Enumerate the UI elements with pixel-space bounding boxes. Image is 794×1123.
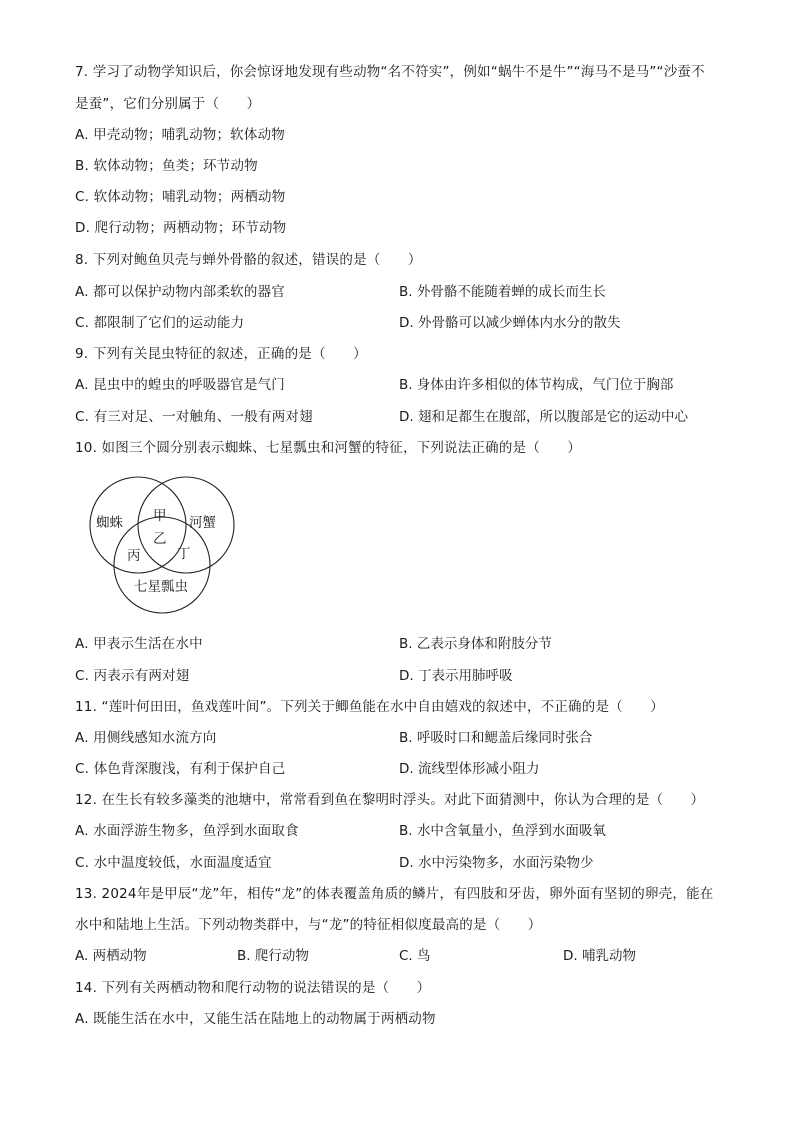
q13-option-d: D. 哺乳动物 [563, 948, 636, 964]
q14-stem: 14. 下列有关两栖动物和爬行动物的说法错误的是（ ） [75, 980, 431, 996]
q10-option-b: B. 乙表示身体和附肢分节 [399, 636, 552, 652]
q7-option-b: B. 软体动物；鱼类；环节动物 [75, 158, 258, 174]
q12-option-b: B. 水中含氧量小，鱼浮到水面吸氧 [399, 823, 606, 839]
q11-option-b: B. 呼吸时口和鳃盖后缘同时张合 [399, 730, 593, 746]
q14-option-a: A. 既能生活在水中，又能生活在陆地上的动物属于两栖动物 [75, 1011, 436, 1027]
venn-region-ding: 丁 [177, 546, 191, 562]
q13-stem-line1: 13. 2024年是甲辰“龙”年，相传“龙”的体表覆盖角质的鳞片，有四肢和牙齿，卵外面有坚韧的卵壳，能在 [75, 886, 714, 902]
q13-option-a: A. 两栖动物 [75, 948, 147, 964]
q8-option-c: C. 都限制了它们的运动能力 [75, 315, 245, 331]
q8-option-b: B. 外骨骼不能随着蝉的成长而生长 [399, 284, 606, 300]
q11-option-a: A. 用侧线感知水流方向 [75, 730, 217, 746]
q10-stem: 10. 如图三个圆分别表示蜘蛛、七星瓢虫和河蟹的特征，下列说法正确的是（ ） [75, 440, 582, 456]
q7-stem-line1: 7. 学习了动物学知识后，你会惊讶地发现有些动物“名不符实”，例如“蜗牛不是牛”“海马不是马”“沙蚕不 [75, 64, 705, 80]
venn-label-spider: 蜘蛛 [96, 515, 123, 531]
q9-option-c: C. 有三对足、一对触角、一般有两对翅 [75, 409, 313, 425]
q9-option-d: D. 翅和足都生在腹部，所以腹部是它的运动中心 [399, 409, 688, 425]
venn-label-crab: 河蟹 [189, 515, 216, 531]
q7-option-c: C. 软体动物；哺乳动物；两栖动物 [75, 189, 286, 205]
q9-stem: 9. 下列有关昆虫特征的叙述，正确的是（ ） [75, 346, 367, 362]
q7-stem-line2: 是蚕”，它们分别属于（ ） [75, 96, 261, 112]
q8-stem: 8. 下列对鲍鱼贝壳与蝉外骨骼的叙述，错误的是（ ） [75, 252, 422, 268]
venn-region-jia: 甲 [153, 508, 167, 524]
q7-option-a: A. 甲壳动物；哺乳动物；软体动物 [75, 127, 285, 143]
q11-option-d: D. 流线型体形减小阻力 [399, 761, 540, 777]
venn-region-yi: 乙 [153, 531, 167, 547]
q10-option-d: D. 丁表示用肺呼吸 [399, 668, 513, 684]
q12-option-c: C. 水中温度较低，水面温度适宜 [75, 855, 272, 871]
q7-option-d: D. 爬行动物；两栖动物；环节动物 [75, 220, 287, 236]
q12-stem: 12. 在生长有较多藻类的池塘中，常常看到鱼在黎明时浮头。对此下面猜测中，你认为合理的是（ ） [75, 792, 705, 808]
q11-stem: 11. “莲叶何田田，鱼戏莲叶间”。下列关于鲫鱼能在水中自由嬉戏的叙述中，不正确的是（ ） [75, 699, 664, 715]
q10-option-a: A. 甲表示生活在水中 [75, 636, 203, 652]
q9-option-a: A. 昆虫中的蝗虫的呼吸器官是气门 [75, 377, 285, 393]
q13-option-b: B. 爬行动物 [237, 948, 309, 964]
venn-diagram [78, 476, 248, 621]
q10-option-c: C. 丙表示有两对翅 [75, 668, 190, 684]
q9-option-b: B. 身体由许多相似的体节构成，气门位于胸部 [399, 377, 674, 393]
q12-option-a: A. 水面浮游生物多，鱼浮到水面取食 [75, 823, 299, 839]
venn-region-bing: 丙 [127, 548, 141, 564]
venn-label-ladybug: 七星瓢虫 [134, 579, 188, 595]
q11-option-c: C. 体色背深腹浅，有利于保护自己 [75, 761, 286, 777]
q13-option-c: C. 鸟 [399, 948, 431, 964]
q8-option-d: D. 外骨骼可以减少蝉体内水分的散失 [399, 315, 621, 331]
q13-stem-line2: 水中和陆地上生活。下列动物类群中，与“龙”的特征相似度最高的是（ ） [75, 917, 542, 933]
q12-option-d: D. 水中污染物多，水面污染物少 [399, 855, 594, 871]
q8-option-a: A. 都可以保护动物内部柔软的器官 [75, 284, 285, 300]
